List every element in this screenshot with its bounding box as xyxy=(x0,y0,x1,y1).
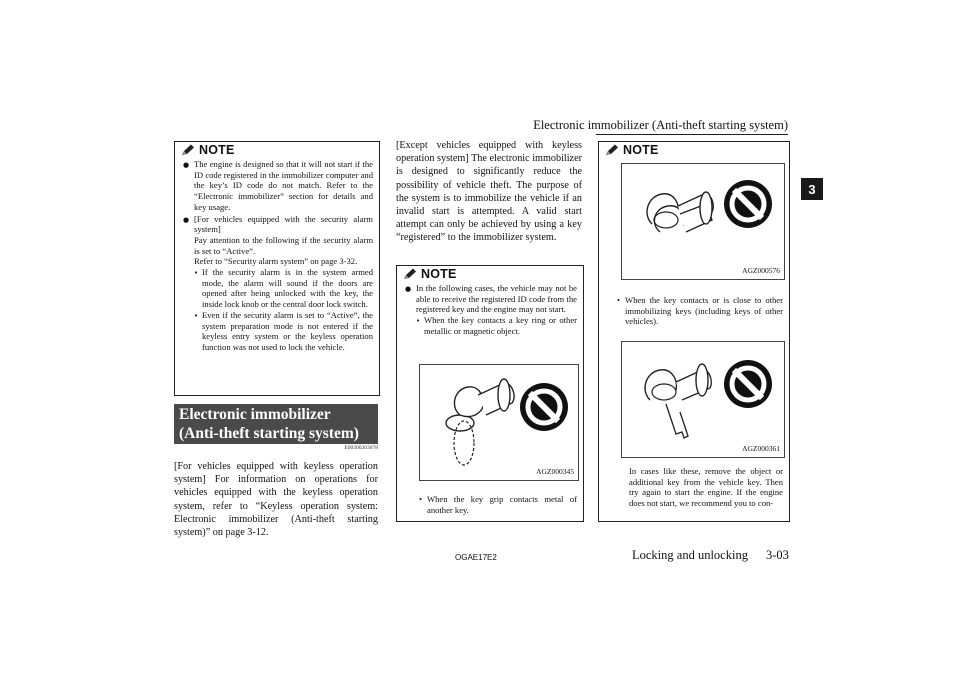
note-item: ● In the following cases, the vehicle may not be able to receive the registered ID code from the registered key and the engine may not start. • When the key contacts a key ring or other metallic or magnetic object. xyxy=(405,283,577,336)
section-code: E00300203078 xyxy=(344,445,378,451)
section-title-line1: Electronic immobilizer xyxy=(179,406,331,423)
footer-section-name: Locking and unlocking xyxy=(632,548,748,562)
chapter-tab: 3 xyxy=(801,178,823,200)
note-item-text: In the following cases, the vehicle may not be able to receive the registered ID code from the registered key and the engine may not start. xyxy=(416,283,577,315)
note-label: NOTE xyxy=(199,142,235,157)
note-label: NOTE xyxy=(623,142,659,157)
note-box-middle xyxy=(396,265,584,522)
figure-keys-contact xyxy=(621,163,785,280)
note-item: ● The engine is designed so that it will not start if the ID code registered in the immobilizer computer and the key’s ID code do not match. Refer to the “Electronic immobilizer” section for details and key usage. xyxy=(183,159,373,212)
note-para: In cases like these, remove the object or additional key from the vehicle key. Then try again to start the engine. If the engine does not start, we recommend you to con- xyxy=(629,466,783,509)
key-close-to-other-key-illustration xyxy=(622,342,784,457)
figure-key-close xyxy=(621,341,785,458)
note-subitem: • If the security alarm is in the system armed mode, the alarm will sound if the doors are opened after being unlocked with the key, the inside lock knob or the central door lock switch. xyxy=(194,267,373,310)
section-title-banner xyxy=(174,404,378,444)
note-box-left xyxy=(174,141,380,396)
left-body-text: [For vehicles equipped with keyless operation system] For information on operations for vehicles equipped with the keyless operation system, refer to “Keyless operation system: Electronic immobilizer (Anti-theft starting system)” on page 3-12. xyxy=(174,461,378,539)
note-subitem: • Even if the security alarm is set to “Active”, the system preparation mode is not entered if the keyless entry system or the keyless operation function was not used to lock the vehicle. xyxy=(194,309,373,352)
footer-page-number: 3-03 xyxy=(766,548,789,562)
note-item-text: The engine is designed so that it will not start if the ID code registered in the immobilizer computer and the key’s ID code do not match. Refer to the “Electronic immobilizer” section for details and key usage. xyxy=(194,159,373,212)
note-para: Pay attention to the following if the security alarm is set to “Active”. xyxy=(194,234,373,256)
note-box-right xyxy=(598,141,790,522)
middle-body-text: [Except vehicles equipped with keyless operation system] The electronic immobilizer is designed to significantly reduce the possibility of vehicle theft. The purpose of the system is to immobilize the vehicle if an invalid start is attempted. A valid start attempt can only be achieved by using a key “registered” to the immobilizer system. xyxy=(396,140,582,244)
note-pencil-icon xyxy=(605,144,619,156)
note-pencil-icon xyxy=(403,268,417,280)
note-para: Refer to “Security alarm system” on page 3-32. xyxy=(194,256,358,267)
footer-doc-code: OGAE17E2 xyxy=(455,553,497,562)
two-keys-illustration xyxy=(622,164,784,279)
note-pencil-icon xyxy=(181,144,195,156)
note-header xyxy=(397,266,583,281)
figure-id: AGZ000345 xyxy=(536,467,574,476)
figure-id: AGZ000361 xyxy=(742,444,780,453)
note-item-text: [For vehicles equipped with the security alarm system] xyxy=(194,213,373,235)
note-label: NOTE xyxy=(421,266,457,281)
figure-key-ring xyxy=(419,364,579,481)
note-header xyxy=(175,142,379,157)
note-header xyxy=(599,142,789,157)
page-header-title: Electronic immobilizer (Anti-theft starting system) xyxy=(533,118,788,132)
note-subitem: • When the key contacts or is close to other immobilizing keys (including keys of other vehicles). xyxy=(617,295,783,327)
figure-id: AGZ000576 xyxy=(742,266,780,275)
key-with-ring-illustration xyxy=(420,365,578,480)
header-rule xyxy=(596,134,788,135)
note-item: ● [For vehicles equipped with the security alarm system] Pay attention to the following if the security alarm is set to “Active”. Refer to “Security alarm system” on page 3-32. • If the security alarm is in the system armed mode, the alarm will sound if the doors are opened after being unlocked with the key, the inside lock knob or the central door lock switch. • Even if the security alarm is set to “Active”, the system preparation mode is not entered if the keyless entry system or the keyless operation function was not used to lock the vehicle. xyxy=(183,213,373,352)
section-title-line2: (Anti-theft starting system) xyxy=(179,425,359,442)
note-subitem: • When the key contacts a key ring or other metallic or magnetic object. xyxy=(416,315,577,336)
note-subitem: • When the key grip contacts metal of another key. xyxy=(419,494,577,515)
